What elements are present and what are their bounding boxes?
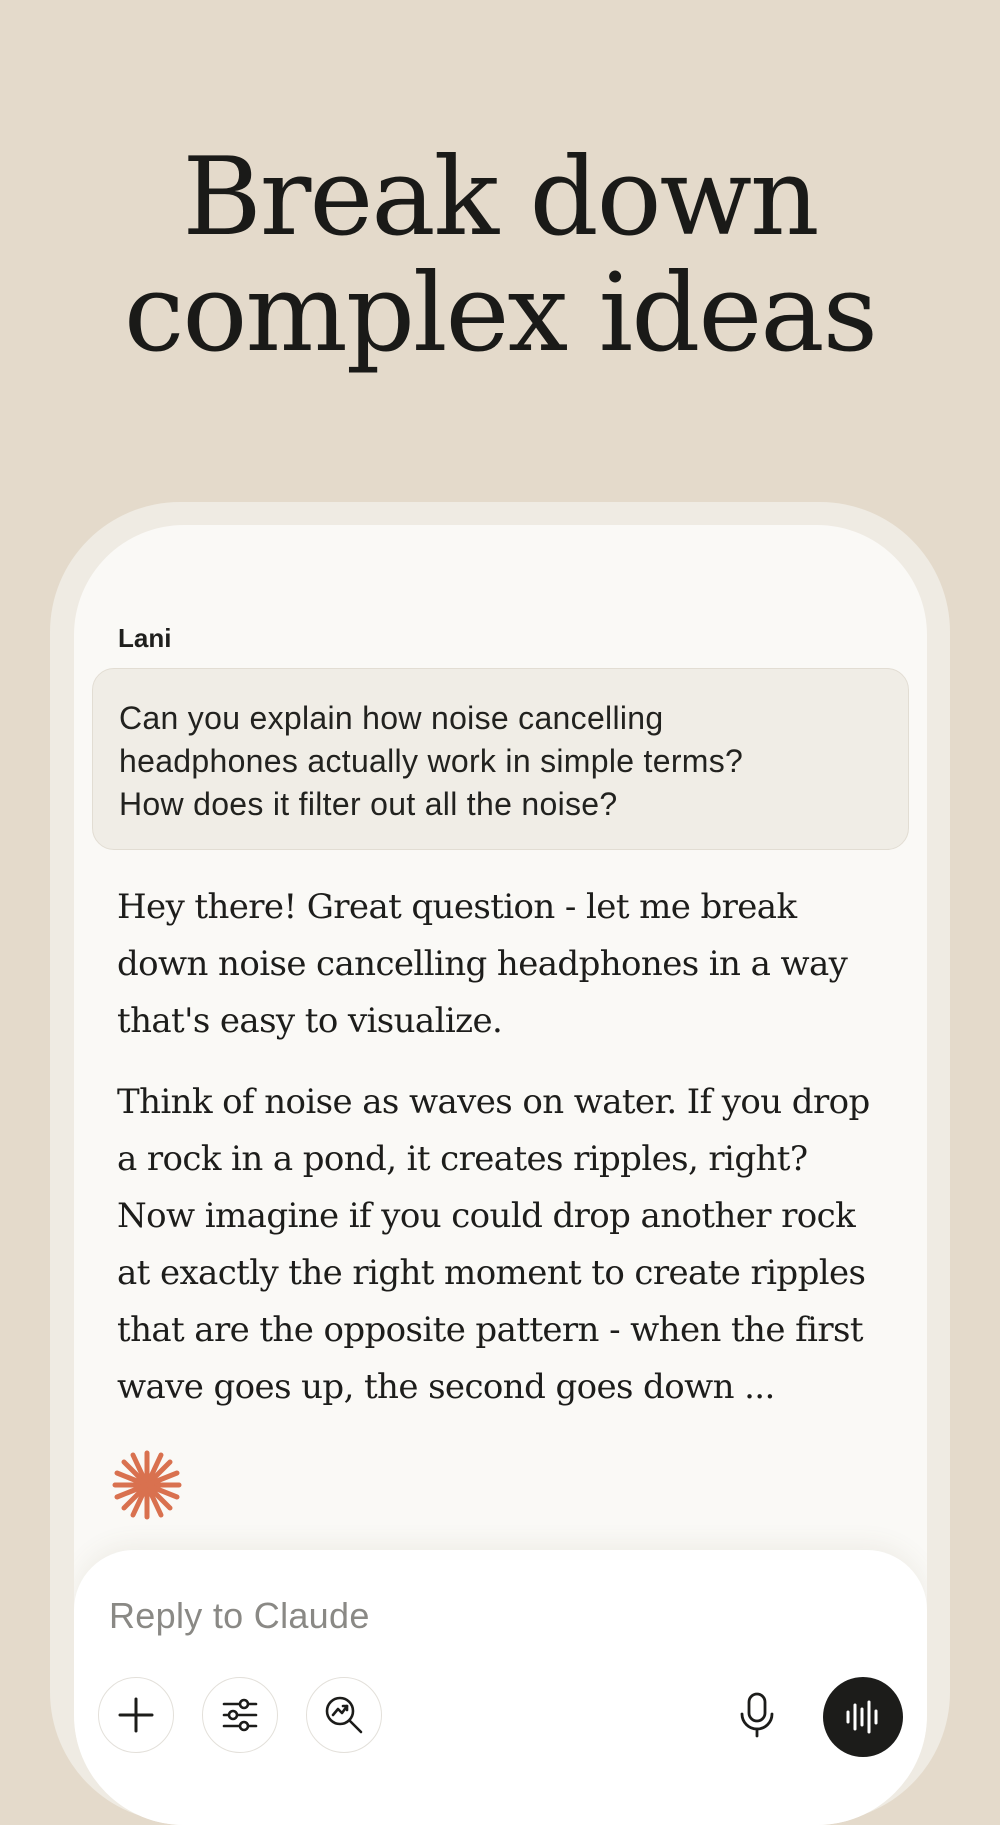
- assistant-reply-paragraph-2: [117, 1074, 907, 1416]
- reply-line: Now imagine if you could drop another rock: [117, 1196, 856, 1236]
- voice-mode-button[interactable]: [823, 1677, 903, 1757]
- user-message-line: headphones actually work in simple terms?: [119, 743, 744, 779]
- voice-mode-icon: [843, 1697, 883, 1737]
- reply-composer: [74, 1550, 927, 1825]
- research-icon: [323, 1694, 365, 1736]
- settings-sliders-button[interactable]: [202, 1677, 278, 1753]
- plus-icon: [116, 1695, 156, 1735]
- reply-input[interactable]: [109, 1595, 809, 1637]
- reply-line: at exactly the right moment to create ripples: [117, 1253, 866, 1293]
- sliders-icon: [220, 1695, 260, 1735]
- reply-line: Think of noise as waves on water. If you drop: [117, 1082, 870, 1122]
- claude-spark-icon: [111, 1449, 183, 1521]
- headline-line-1: Break down: [182, 135, 818, 260]
- assistant-reply-paragraph-1: [117, 879, 907, 1050]
- reply-line: a rock in a pond, it creates ripples, right?: [117, 1139, 808, 1179]
- user-message-bubble: [92, 668, 909, 850]
- reply-line: wave goes up, the second goes down ...: [117, 1367, 775, 1407]
- reply-line: Hey there! Great question - let me break: [117, 887, 797, 927]
- add-attachment-button[interactable]: [98, 1677, 174, 1753]
- reply-line: that are the opposite pattern - when the first: [117, 1310, 863, 1350]
- sender-name: Lani: [118, 623, 172, 653]
- reply-line: that's easy to visualize.: [117, 1001, 503, 1041]
- headline: [0, 135, 1000, 376]
- headline-line-2: complex ideas: [123, 251, 877, 376]
- chat-screen: [74, 525, 927, 1825]
- user-message-line: How does it filter out all the noise?: [119, 786, 618, 822]
- research-button[interactable]: [306, 1677, 382, 1753]
- user-message-line: Can you explain how noise cancelling: [119, 700, 664, 736]
- microphone-button[interactable]: [722, 1680, 792, 1750]
- reply-line: down noise cancelling headphones in a way: [117, 944, 848, 984]
- microphone-icon: [737, 1691, 777, 1739]
